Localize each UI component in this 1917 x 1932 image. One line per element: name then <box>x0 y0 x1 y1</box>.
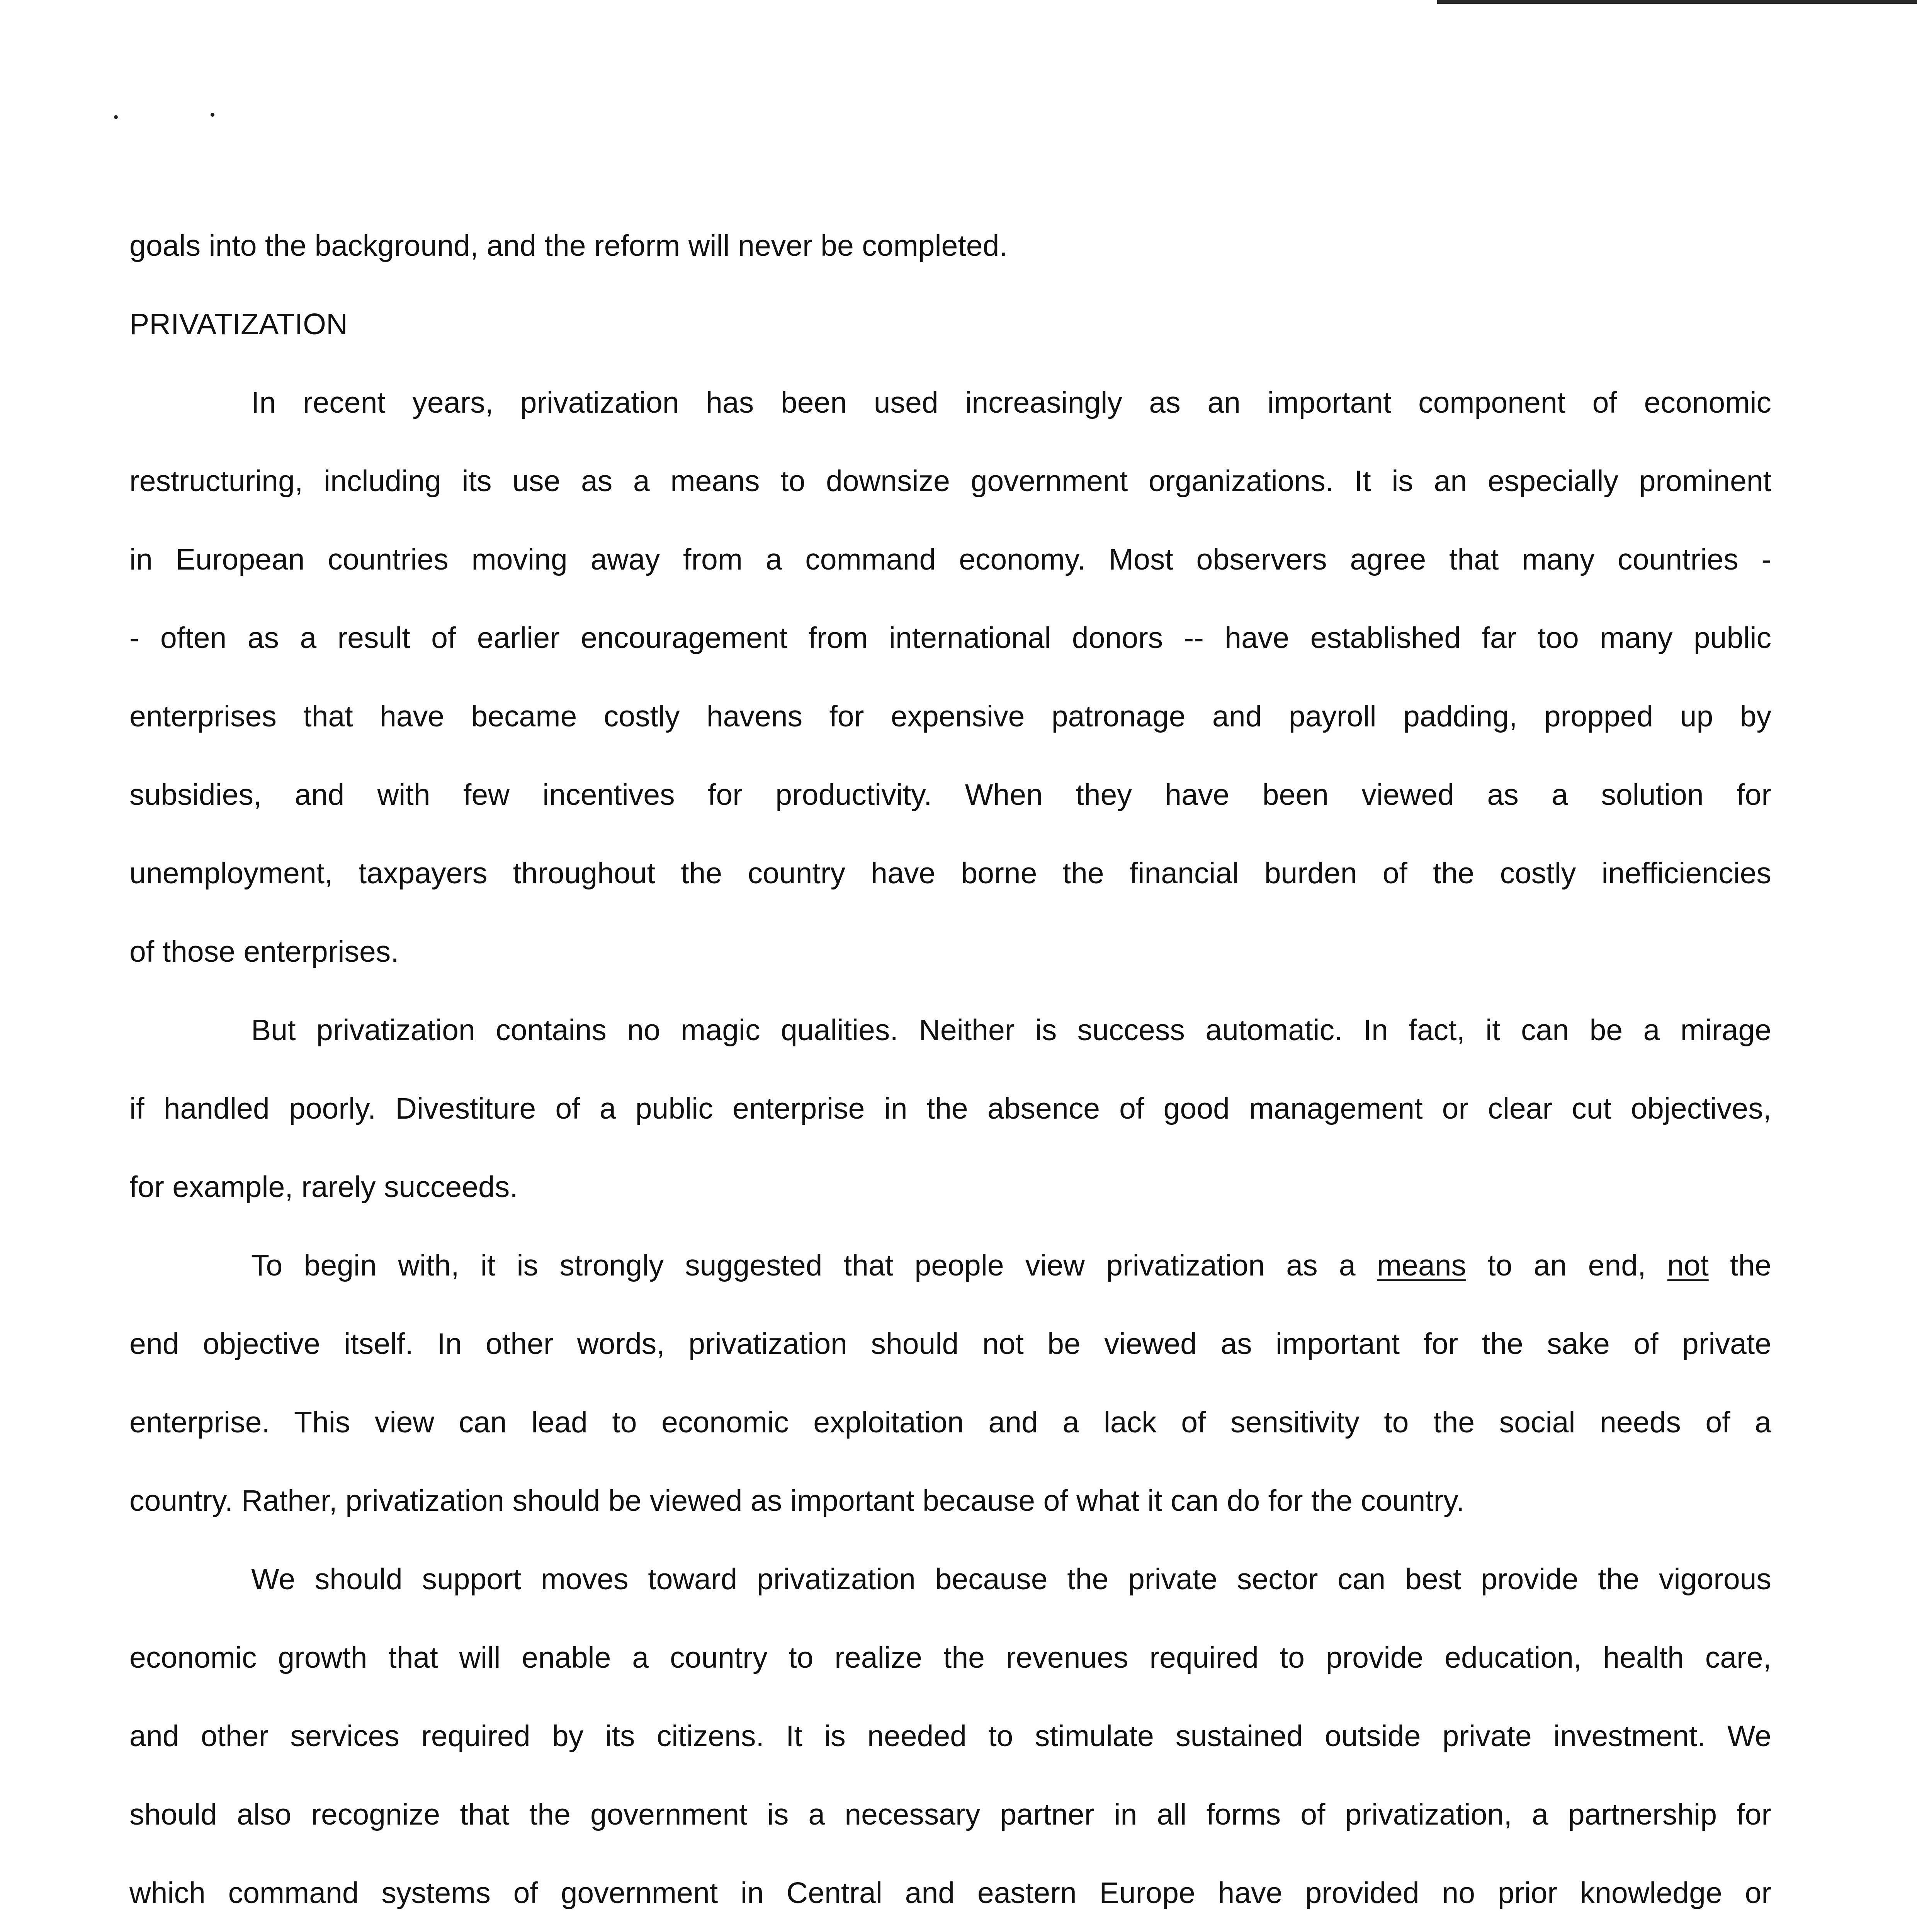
paragraph-line-emphasis <box>129 1226 1771 1305</box>
paragraph-line: in European countries moving away from a command economy. Most observers agree that many countries - <box>129 543 1771 576</box>
paragraph-line: which command systems of government in Central and eastern Europe have provided no prior knowledge or <box>129 1876 1771 1910</box>
paragraph-1 <box>129 364 1771 991</box>
paragraph-line: In recent years, privatization has been used increasingly as an important component of economic <box>251 386 1771 419</box>
paragraph-3 <box>129 1226 1771 1540</box>
paragraph-line: restructuring, including its use as a means to downsize government organizations. It is an especially prominent <box>129 464 1771 498</box>
continuation-line: goals into the background, and the reform will never be completed. <box>129 229 1008 262</box>
text-run: To begin with, it is strongly suggested that people view privatization as a <box>251 1249 1377 1282</box>
scan-mark-right <box>211 113 214 117</box>
scan-top-rule <box>1437 0 1917 4</box>
section-heading: PRIVATIZATION <box>129 308 348 341</box>
paragraph-line: - often as a result of earlier encouragement from international donors -- have established far too many public <box>129 621 1771 655</box>
scan-mark-left <box>114 115 118 119</box>
paragraph-line: end objective itself. In other words, privatization should not be viewed as important for the sake of private <box>129 1327 1771 1361</box>
paragraph-line: country. Rather, privatization should be viewed as important because of what it can do for the country. <box>129 1484 1465 1517</box>
paragraph-line: subsidies, and with few incentives for productivity. When they have been viewed as a solution for <box>129 778 1771 811</box>
underlined-word-not: not <box>1667 1249 1709 1282</box>
text-run: the <box>1708 1249 1771 1282</box>
paragraph-line: should also recognize that the government is a necessary partner in all forms of privatization, a partnership for <box>129 1798 1771 1831</box>
paragraph-4 <box>129 1540 1771 1932</box>
paragraph-2 <box>129 991 1771 1226</box>
paragraph-line: enterprise. This view can lead to economic exploitation and a lack of sensitivity to the social needs of a <box>129 1406 1771 1439</box>
paragraph-line: enterprises that have became costly havens for expensive patronage and payroll padding, propped up by <box>129 700 1771 733</box>
document-body <box>129 207 1771 1932</box>
paragraph-line: economic growth that will enable a country to realize the revenues required to provide education, health care, <box>129 1641 1771 1674</box>
paragraph-line: of those enterprises. <box>129 935 399 968</box>
paragraph-line: for example, rarely succeeds. <box>129 1170 518 1204</box>
underlined-word-means: means <box>1377 1249 1466 1282</box>
text-run: to an end, <box>1466 1249 1667 1282</box>
paragraph-line: and other services required by its citizens. It is needed to stimulate sustained outside private investment. We <box>129 1719 1771 1753</box>
paragraph-line: We should support moves toward privatization because the private sector can best provide the vigorous <box>251 1563 1771 1596</box>
paragraph-line: But privatization contains no magic qualities. Neither is success automatic. In fact, it can be a mirage <box>251 1014 1771 1047</box>
paragraph-line: unemployment, taxpayers throughout the country have borne the financial burden of the costly inefficiencies <box>129 857 1771 890</box>
paragraph-line: if handled poorly. Divestiture of a public enterprise in the absence of good management or clear cut objectives, <box>129 1092 1771 1125</box>
